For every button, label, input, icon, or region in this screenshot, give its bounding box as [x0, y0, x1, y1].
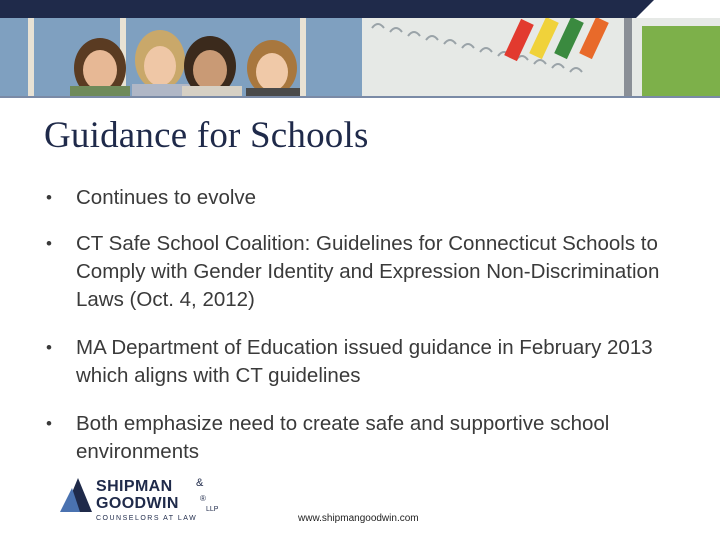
logo-ampersand: &: [196, 477, 204, 489]
photo-banner: [0, 18, 720, 96]
logo-name-line1: SHIPMAN: [96, 478, 173, 495]
logo-llp: LLP: [206, 506, 219, 513]
bullet-item: • MA Department of Education issued guidance in February 2013 which aligns with CT guidelines: [44, 334, 684, 390]
logo-name-line2: GOODWIN: [96, 495, 179, 512]
shipman-goodwin-logo: [60, 476, 250, 526]
banner-divider: [0, 96, 720, 98]
students-photo: [0, 18, 362, 96]
bullet-list: [44, 184, 684, 466]
slide-title: Guidance for Schools: [44, 115, 369, 156]
bullet-item: • Continues to evolve: [44, 184, 684, 212]
bullet-item: • CT Safe School Coalition: Guidelines for Connecticut Schools to Comply with Gender Identity and Expression Non-Discrimination Laws (Oct. 4, 2012): [44, 230, 684, 314]
footer-url[interactable]: www.shipmangoodwin.com: [298, 513, 419, 524]
bullet-item: • Both emphasize need to create safe and supportive school environments: [44, 410, 684, 466]
top-band-notch: [636, 0, 720, 18]
logo-tagline: COUNSELORS AT LAW: [96, 515, 198, 522]
logo-registered-mark: ®: [200, 494, 206, 503]
school-supplies-photo: [362, 18, 720, 96]
top-band: [0, 0, 720, 18]
logo-sail-icon: [60, 478, 92, 514]
